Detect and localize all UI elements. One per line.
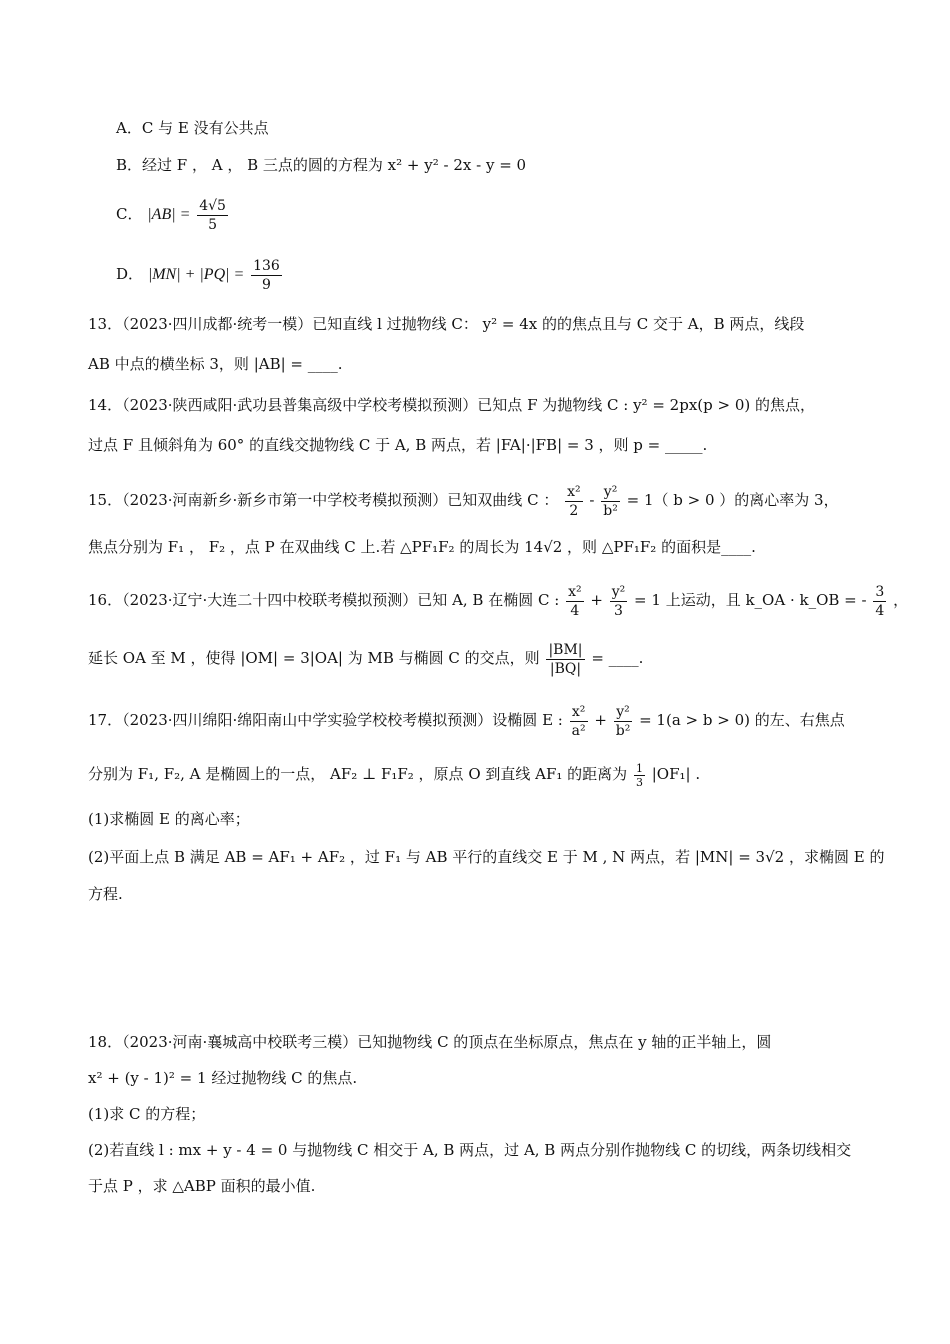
q16-line1-pre: 16．（2023·辽宁·大连二十四中校联考模拟预测）已知 A, B 在椭圆 C : (88, 591, 560, 609)
option-c-fraction (197, 197, 228, 234)
q18-line2: x² + (y - 1)² = 1 经过抛物线 C 的焦点. (88, 1069, 358, 1087)
option-a-text: C 与 E 没有公共点 (141, 119, 269, 137)
q13-line1: 13．（2023·四川成都·统考一模）已知直线 l 过抛物线 C： y² = 4x 的的焦点且与 C 交于 A，B 两点，线段 (88, 315, 805, 333)
option-c (116, 192, 890, 237)
q17-line1-post: = 1(a > b > 0) 的左、右焦点 (639, 711, 845, 729)
option-a-label: A． (116, 119, 142, 137)
q17-part2-line1: (2)平面上点 B 满足 AB = AF₁ + AF₂ ，过 F₁ 与 AB 平行的直线交 E 于 M , N 两点，若 |MN| = 3√2 ，求椭圆 E 的 (88, 848, 885, 866)
option-b (116, 153, 890, 177)
q17-frac3-num: 1 (635, 761, 643, 775)
q17-line2-pre: 分别为 F₁, F₂, A 是椭圆上的一点， AF₂ ⊥ F₁F₂ ，原点 O 到直线 AF₁ 的距离为 (88, 765, 628, 783)
q17-frac1 (570, 703, 588, 740)
q16-line2-post: = ____. (591, 649, 644, 667)
q17-frac1-den: a² (571, 722, 586, 739)
q16-line1-post: ， (893, 591, 909, 609)
option-d (116, 252, 890, 297)
q16-frac3 (873, 583, 886, 620)
q13-line2: AB 中点的横坐标 3，则 |AB| = ____. (88, 355, 343, 373)
option-d-lhs: |MN| + |PQ| = (147, 266, 245, 283)
q17-line1: 17．（2023·四川绵阳·绵阳南山中学实验学校校考模拟预测）设椭圆 E : $\frac{\text{x²}}{\text{a²}}$ + $\frac{\text{y²}}{\text{b²}}$ = 1(a > b > 0) 的左、右焦点 (88, 703, 845, 739)
q16-frac1 (566, 583, 584, 620)
option-c-lhs: |AB| = (147, 206, 191, 223)
option-c-den: 5 (208, 216, 218, 233)
q15-line2: 焦点分别为 F₁ ， F₂ ，点 P 在双曲线 C 上.若 △PF₁F₂ 的周长为 14√2 ，则 △PF₁F₂ 的面积是____. (88, 538, 756, 556)
q17-frac3-den: 3 (635, 775, 643, 789)
q15-frac1-num: x² (567, 483, 581, 500)
q16-frac3-den: 4 (875, 602, 885, 619)
q16-line2-pre: 延长 OA 至 M ，使得 |OM| = 3|OA| 为 MB 与椭圆 C 的交点，则 (88, 649, 540, 667)
option-c-label: C． (116, 205, 143, 223)
option-d-fraction (251, 257, 282, 294)
q17-part1: (1)求椭圆 E 的离心率； (88, 810, 250, 828)
q17-line2 (88, 754, 890, 794)
q14-line2: 过点 F 且倾斜角为 60° 的直线交抛物线 C 于 A, B 两点，若 |FA|·|FB| = 3 ，则 p = _____. (88, 436, 708, 454)
q16-frac4-den: |BQ| (549, 660, 582, 677)
option-b-label: B． (116, 156, 143, 174)
q16-frac4 (546, 641, 584, 678)
q17-line1-pre: 17．（2023·四川绵阳·绵阳南山中学实验学校校考模拟预测）设椭圆 E : (88, 711, 563, 729)
q16-frac1-num: x² (568, 583, 582, 600)
q15-line1-post: = 1（ b > 0 ）的离心率为 3， (626, 491, 839, 509)
q16-frac3-num: 3 (875, 583, 885, 600)
q15-line1: 15．（2023·河南新乡·新乡市第一中学校考模拟预测）已知双曲线 C ： $\frac{\text{x²}}{2}$ - $\frac{\text{y²}}{\text{b²}}$ = 1（ b > 0 ）的离心率为 3， (88, 483, 839, 519)
q17-line2-post: |OF₁| . (651, 765, 701, 783)
q17-frac3 (634, 762, 645, 789)
option-d-den: 9 (262, 276, 271, 293)
q15-frac1-den: 2 (569, 502, 579, 519)
q16-line1: 16．（2023·辽宁·大连二十四中校联考模拟预测）已知 A, B 在椭圆 C : $\frac{\text{x²}}{4}$ + $\frac{\text{y²}}{3}$ = 1 上运动，且 k_OA · k_OB = - $\frac{3}{4}$ ， (88, 583, 909, 619)
q15-frac2 (601, 483, 620, 520)
option-b-text: 经过 F ， A ， B 三点的圆的方程为 x² + y² - 2x - y = 0 (142, 156, 527, 174)
q14-line1: 14．（2023·陕西咸阳·武功县普集高级中学校考模拟预测）已知点 F 为抛物线 C : y² = 2px(p > 0) 的焦点， (88, 396, 815, 414)
q18-line1: 18．（2023·河南·襄城高中校联考三模）已知抛物线 C 的顶点在坐标原点，焦点在 y 轴的正半轴上，圆 (88, 1033, 772, 1051)
q17-frac2 (614, 703, 633, 740)
q16-frac2-num: y² (611, 583, 626, 600)
q18-part2-line2: 于点 P ，求 △ABP 面积的最小值. (88, 1177, 316, 1195)
q18-part2-line1: (2)若直线 l : mx + y - 4 = 0 与抛物线 C 相交于 A, B 两点，过 A, B 两点分别作抛物线 C 的切线，两条切线相交 (88, 1141, 852, 1159)
q16-line2 (88, 636, 890, 680)
q16-frac4-num: |BM| (548, 641, 583, 658)
q17-frac1-num: x² (570, 703, 588, 722)
q15-frac2-den: b² (603, 502, 618, 519)
q18-part1: (1)求 C 的方程； (88, 1105, 206, 1123)
q16-frac2 (610, 583, 628, 620)
q16-line1-mid: = 1 上运动，且 k_OA · k_OB = - (634, 591, 867, 609)
option-a (116, 116, 890, 140)
q17-frac2-num: y² (614, 703, 633, 722)
q15-frac1 (565, 483, 583, 520)
q15-line1-pre: 15．（2023·河南新乡·新乡市第一中学校考模拟预测）已知双曲线 C ： (88, 491, 559, 509)
q17-part2-line2: 方程. (88, 885, 123, 903)
q17-frac2-den: b² (615, 722, 631, 739)
q15-frac2-num: y² (601, 483, 620, 502)
option-d-num: 136 (253, 257, 280, 274)
q16-frac1-den: 4 (570, 602, 580, 619)
option-d-label: D． (116, 265, 144, 283)
q16-frac2-den: 3 (614, 602, 623, 619)
option-c-num: 4√5 (199, 197, 226, 214)
